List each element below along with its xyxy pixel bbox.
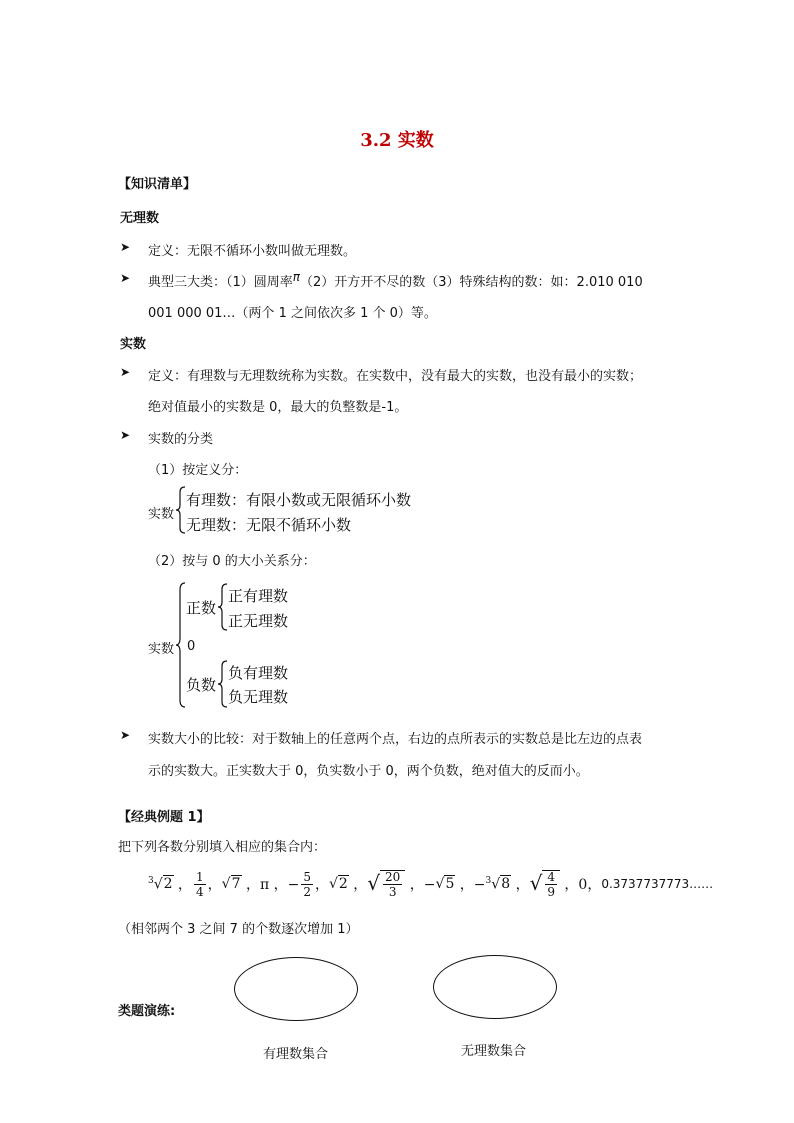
practice-label: 类题演练: <box>118 1004 176 1019</box>
rational-set-ellipse[interactable] <box>234 957 358 1021</box>
repeating-decimal: 0.3737737773…… <box>601 877 714 891</box>
rational-set-label: 有理数集合 <box>263 1047 329 1062</box>
bullet-arrow-icon: ➤ <box>120 365 131 379</box>
pi-symbol: π <box>292 270 301 284</box>
positive-rational: 正有理数 <box>228 587 289 605</box>
irrational-heading: 无理数 <box>120 211 160 226</box>
positive-label: 正数 <box>186 599 217 617</box>
shishu-label-2: 实数 <box>148 642 175 657</box>
shishu-label: 实数 <box>148 507 175 522</box>
real-heading: 实数 <box>120 337 147 352</box>
real-definition-line2: 绝对值最小的实数是 0，最大的负整数是-1。 <box>148 400 408 415</box>
negative-rational: 负有理数 <box>228 664 289 682</box>
bullet-arrow-icon: ➤ <box>120 271 131 285</box>
compare-line2: 示的实数大。正实数大于 0，负实数小于 0，两个负数，绝对值大的反而小。 <box>148 764 589 779</box>
example-heading: 【经典例题 1】 <box>118 810 210 825</box>
irrational-types-line1: 典型三大类：（1）圆周率π（2）开方开不尽的数（3）特殊结构的数：如：2.010 010 <box>148 270 643 290</box>
page-title: 3.2 实数 <box>360 130 434 151</box>
irrational-definition-2: 无理数：无限不循环小数 <box>186 516 352 534</box>
number-list: $^3$√2 ， $\frac{1}{4}$ ， √7 ，π ，− $\frac{5}{2}$ ， √2 ， √ $\frac{20}{3}$ ，− √5 ，− $^3$√8 ， √ $\frac{4}{9}$ ，0， 0.3737737773…… <box>148 869 714 899</box>
zero-label: 0 <box>187 639 196 654</box>
bullet-arrow-icon: ➤ <box>120 428 131 442</box>
rational-definition: 有理数：有限小数或无限循环小数 <box>186 491 412 509</box>
negative-irrational: 负无理数 <box>228 688 289 706</box>
irrational-definition: 定义：无限不循环小数叫做无理数。 <box>148 244 357 259</box>
irrational-set-ellipse[interactable] <box>433 955 557 1019</box>
real-definition-line1: 定义：有理数与无理数统称为实数。在实数中，没有最大的实数，也没有最小的实数； <box>148 369 643 384</box>
example-note: （相邻两个 3 之间 7 的个数逐次增加 1） <box>118 922 359 937</box>
real-classify-label: 实数的分类 <box>148 432 214 447</box>
irrational-types-line2: 001 000 01…（两个 1 之间依次多 1 个 0）等。 <box>148 306 437 321</box>
bullet-arrow-icon: ➤ <box>120 728 131 742</box>
positive-irrational: 正无理数 <box>228 612 289 630</box>
example-prompt: 把下列各数分别填入相应的集合内： <box>118 840 327 855</box>
irrational-set-label: 无理数集合 <box>461 1044 527 1059</box>
classify-by-zero: （2）按与 0 的大小关系分： <box>148 554 316 569</box>
compare-line1: 实数大小的比较：对于数轴上的任意两个点，右边的点所表示的实数总是比左边的点表 <box>148 732 643 747</box>
section-knowledge-heading: 【知识清单】 <box>118 177 197 192</box>
classify-by-definition: （1）按定义分： <box>148 463 248 478</box>
negative-label: 负数 <box>186 676 217 694</box>
bullet-arrow-icon: ➤ <box>120 240 131 254</box>
